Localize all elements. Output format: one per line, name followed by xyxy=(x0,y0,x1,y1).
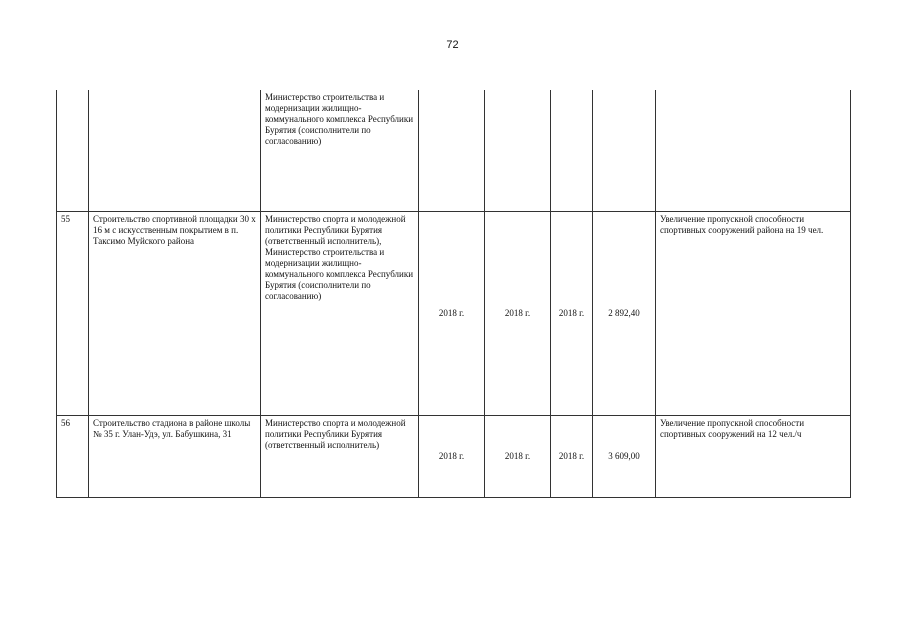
year: 2018 г. xyxy=(551,415,593,497)
row-number: 56 xyxy=(57,415,89,497)
end-date: 2018 г. xyxy=(485,211,551,415)
year xyxy=(551,90,593,211)
table-row xyxy=(57,415,851,497)
table-row xyxy=(57,90,851,211)
row-number xyxy=(57,90,89,211)
executors: Министерство спорта и молодежной политики Республики Бурятия (ответственный исполнитель), Министерство строительства и модернизации жилищно-коммунального комплекса Республики Бурятия (соисполнители по согласованию) xyxy=(261,211,419,415)
amount xyxy=(593,90,656,211)
expected-result xyxy=(656,90,851,211)
amount: 3 609,00 xyxy=(593,415,656,497)
end-date: 2018 г. xyxy=(485,415,551,497)
event-name: Строительство стадиона в районе школы № 35 г. Улан-Удэ, ул. Бабушкина, 31 xyxy=(89,415,261,497)
start-date: 2018 г. xyxy=(419,211,485,415)
event-name: Строительство спортивной площадки 30 х 16 м с искусственным покрытием в п. Таксимо Муйского района xyxy=(89,211,261,415)
end-date xyxy=(485,90,551,211)
executors: Министерство строительства и модернизации жилищно-коммунального комплекса Республики Бурятия (соисполнители по согласованию) xyxy=(261,90,419,211)
event-name xyxy=(89,90,261,211)
year: 2018 г. xyxy=(551,211,593,415)
table-row xyxy=(57,211,851,415)
executors: Министерство спорта и молодежной политики Республики Бурятия (ответственный исполнитель) xyxy=(261,415,419,497)
row-number: 55 xyxy=(57,211,89,415)
amount: 2 892,40 xyxy=(593,211,656,415)
start-date xyxy=(419,90,485,211)
expected-result: Увеличение пропускной способности спортивных сооружений района на 19 чел. xyxy=(656,211,851,415)
start-date: 2018 г. xyxy=(419,415,485,497)
expected-result: Увеличение пропускной способности спортивных сооружений на 12 чел./ч xyxy=(656,415,851,497)
page-number: 72 xyxy=(446,39,459,51)
program-table xyxy=(56,90,851,498)
